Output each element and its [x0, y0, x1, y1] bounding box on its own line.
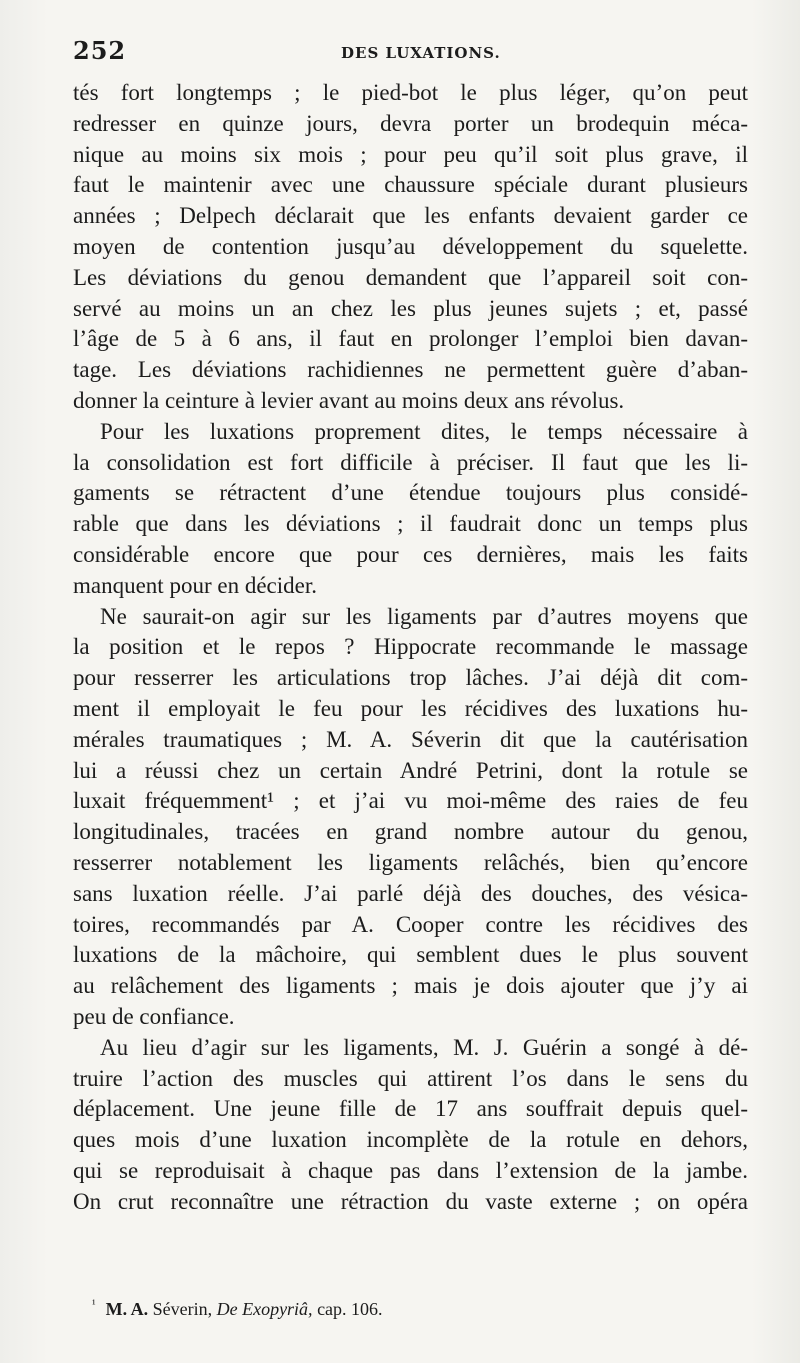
- text-line: luxait fréquemment¹ ; et j’ai vu moi-même des raies de feu: [73, 788, 748, 814]
- text-line: rable que dans les déviations ; il faudrait donc un temps plus: [73, 511, 748, 537]
- text-line: années ; Delpech déclarait que les enfants devaient garder ce: [73, 203, 748, 229]
- text-line: mérales traumatiques ; M. A. Séverin dit que la cautérisation: [73, 726, 748, 752]
- footnote-author-name: Séverin,: [148, 1299, 217, 1319]
- text-line: donner la ceinture à levier avant au moins deux ans révolus.: [73, 387, 625, 413]
- text-line: tés fort longtemps ; le pied-bot le plus léger, qu’on peut: [73, 80, 748, 105]
- text-line: déplacement. Une jeune fille de 17 ans souffrait depuis quel-: [73, 1096, 748, 1122]
- paragraph-first-line: Au lieu d’agir sur les ligaments, M. J. Guérin a songé à dé-: [100, 1034, 748, 1060]
- footnote-title: De Exopyriâ,: [216, 1299, 313, 1319]
- footnote-mark: ¹: [92, 1297, 96, 1311]
- text-line: Les déviations du genou demandent que l’appareil soit con-: [73, 264, 748, 290]
- text-line: gaments se rétractent d’une étendue toujours plus considé-: [73, 480, 748, 506]
- text-line: nique au moins six mois ; pour peu qu’il soit plus grave, il: [73, 141, 748, 167]
- text-line: On crut reconnaître une rétraction du vaste externe ; on opéra: [73, 1188, 748, 1214]
- footnote-author-initials: M. A.: [105, 1299, 149, 1319]
- running-head: DES LUXATIONS.: [341, 44, 501, 62]
- text-line: luxations de la mâchoire, qui semblent dues le plus souvent: [73, 942, 748, 968]
- text-line: qui se reproduisait à chaque pas dans l’extension de la jambe.: [73, 1157, 748, 1183]
- page-number: 252: [73, 36, 127, 65]
- paragraph-first-line: Ne saurait-on agir sur les ligaments par d’autres moyens que: [100, 603, 748, 629]
- text-line: la position et le repos ? Hippocrate recommande le massage: [73, 634, 748, 660]
- text-line: manquent pour en décider.: [73, 572, 317, 598]
- text-line: pour resserrer les articulations trop lâches. J’ai déjà dit com-: [73, 665, 748, 691]
- text-line: tage. Les déviations rachidiennes ne permettent guère d’aban-: [73, 357, 748, 383]
- text-line: servé au moins un an chez les plus jeunes sujets ; et, passé: [73, 295, 748, 321]
- text-line: lui a réussi chez un certain André Petrini, dont la rotule se: [73, 757, 748, 783]
- text-line: la consolidation est fort difficile à préciser. Il faut que les li-: [73, 449, 748, 475]
- page-header: [73, 36, 748, 66]
- text-line: peu de confiance.: [73, 1003, 235, 1029]
- text-line: ques mois d’une luxation incomplète de la rotule en dehors,: [73, 1127, 748, 1153]
- paragraph-first-line: Pour les luxations proprement dites, le temps nécessaire à: [100, 418, 748, 444]
- footnote: [92, 1297, 692, 1320]
- text-line: truire l’action des muscles qui attirent l’os dans le sens du: [73, 1065, 748, 1091]
- body-text: [73, 78, 748, 1217]
- text-line: considérable encore que pour ces dernières, mais les faits: [73, 541, 748, 567]
- text-line: au relâchement des ligaments ; mais je dois ajouter que j’y ai: [73, 973, 748, 999]
- text-line: ment il employait le feu pour les récidives des luxations hu-: [73, 695, 748, 721]
- text-line: resserrer notablement les ligaments relâchés, bien qu’encore: [73, 849, 748, 875]
- footnote-reference: cap. 106.: [312, 1299, 383, 1319]
- text-line: longitudinales, tracées en grand nombre autour du genou,: [73, 819, 748, 845]
- text-line: redresser en quinze jours, devra porter un brodequin méca-: [73, 110, 748, 136]
- text-line: sans luxation réelle. J’ai parlé déjà des douches, des vésica-: [73, 880, 748, 906]
- text-line: l’âge de 5 à 6 ans, il faut en prolonger l’emploi bien davan-: [73, 326, 748, 352]
- text-line: moyen de contention jusqu’au développement du squelette.: [73, 233, 748, 259]
- text-line: faut le maintenir avec une chaussure spéciale durant plusieurs: [73, 172, 748, 198]
- text-line: toires, recommandés par A. Cooper contre les récidives des: [73, 911, 748, 937]
